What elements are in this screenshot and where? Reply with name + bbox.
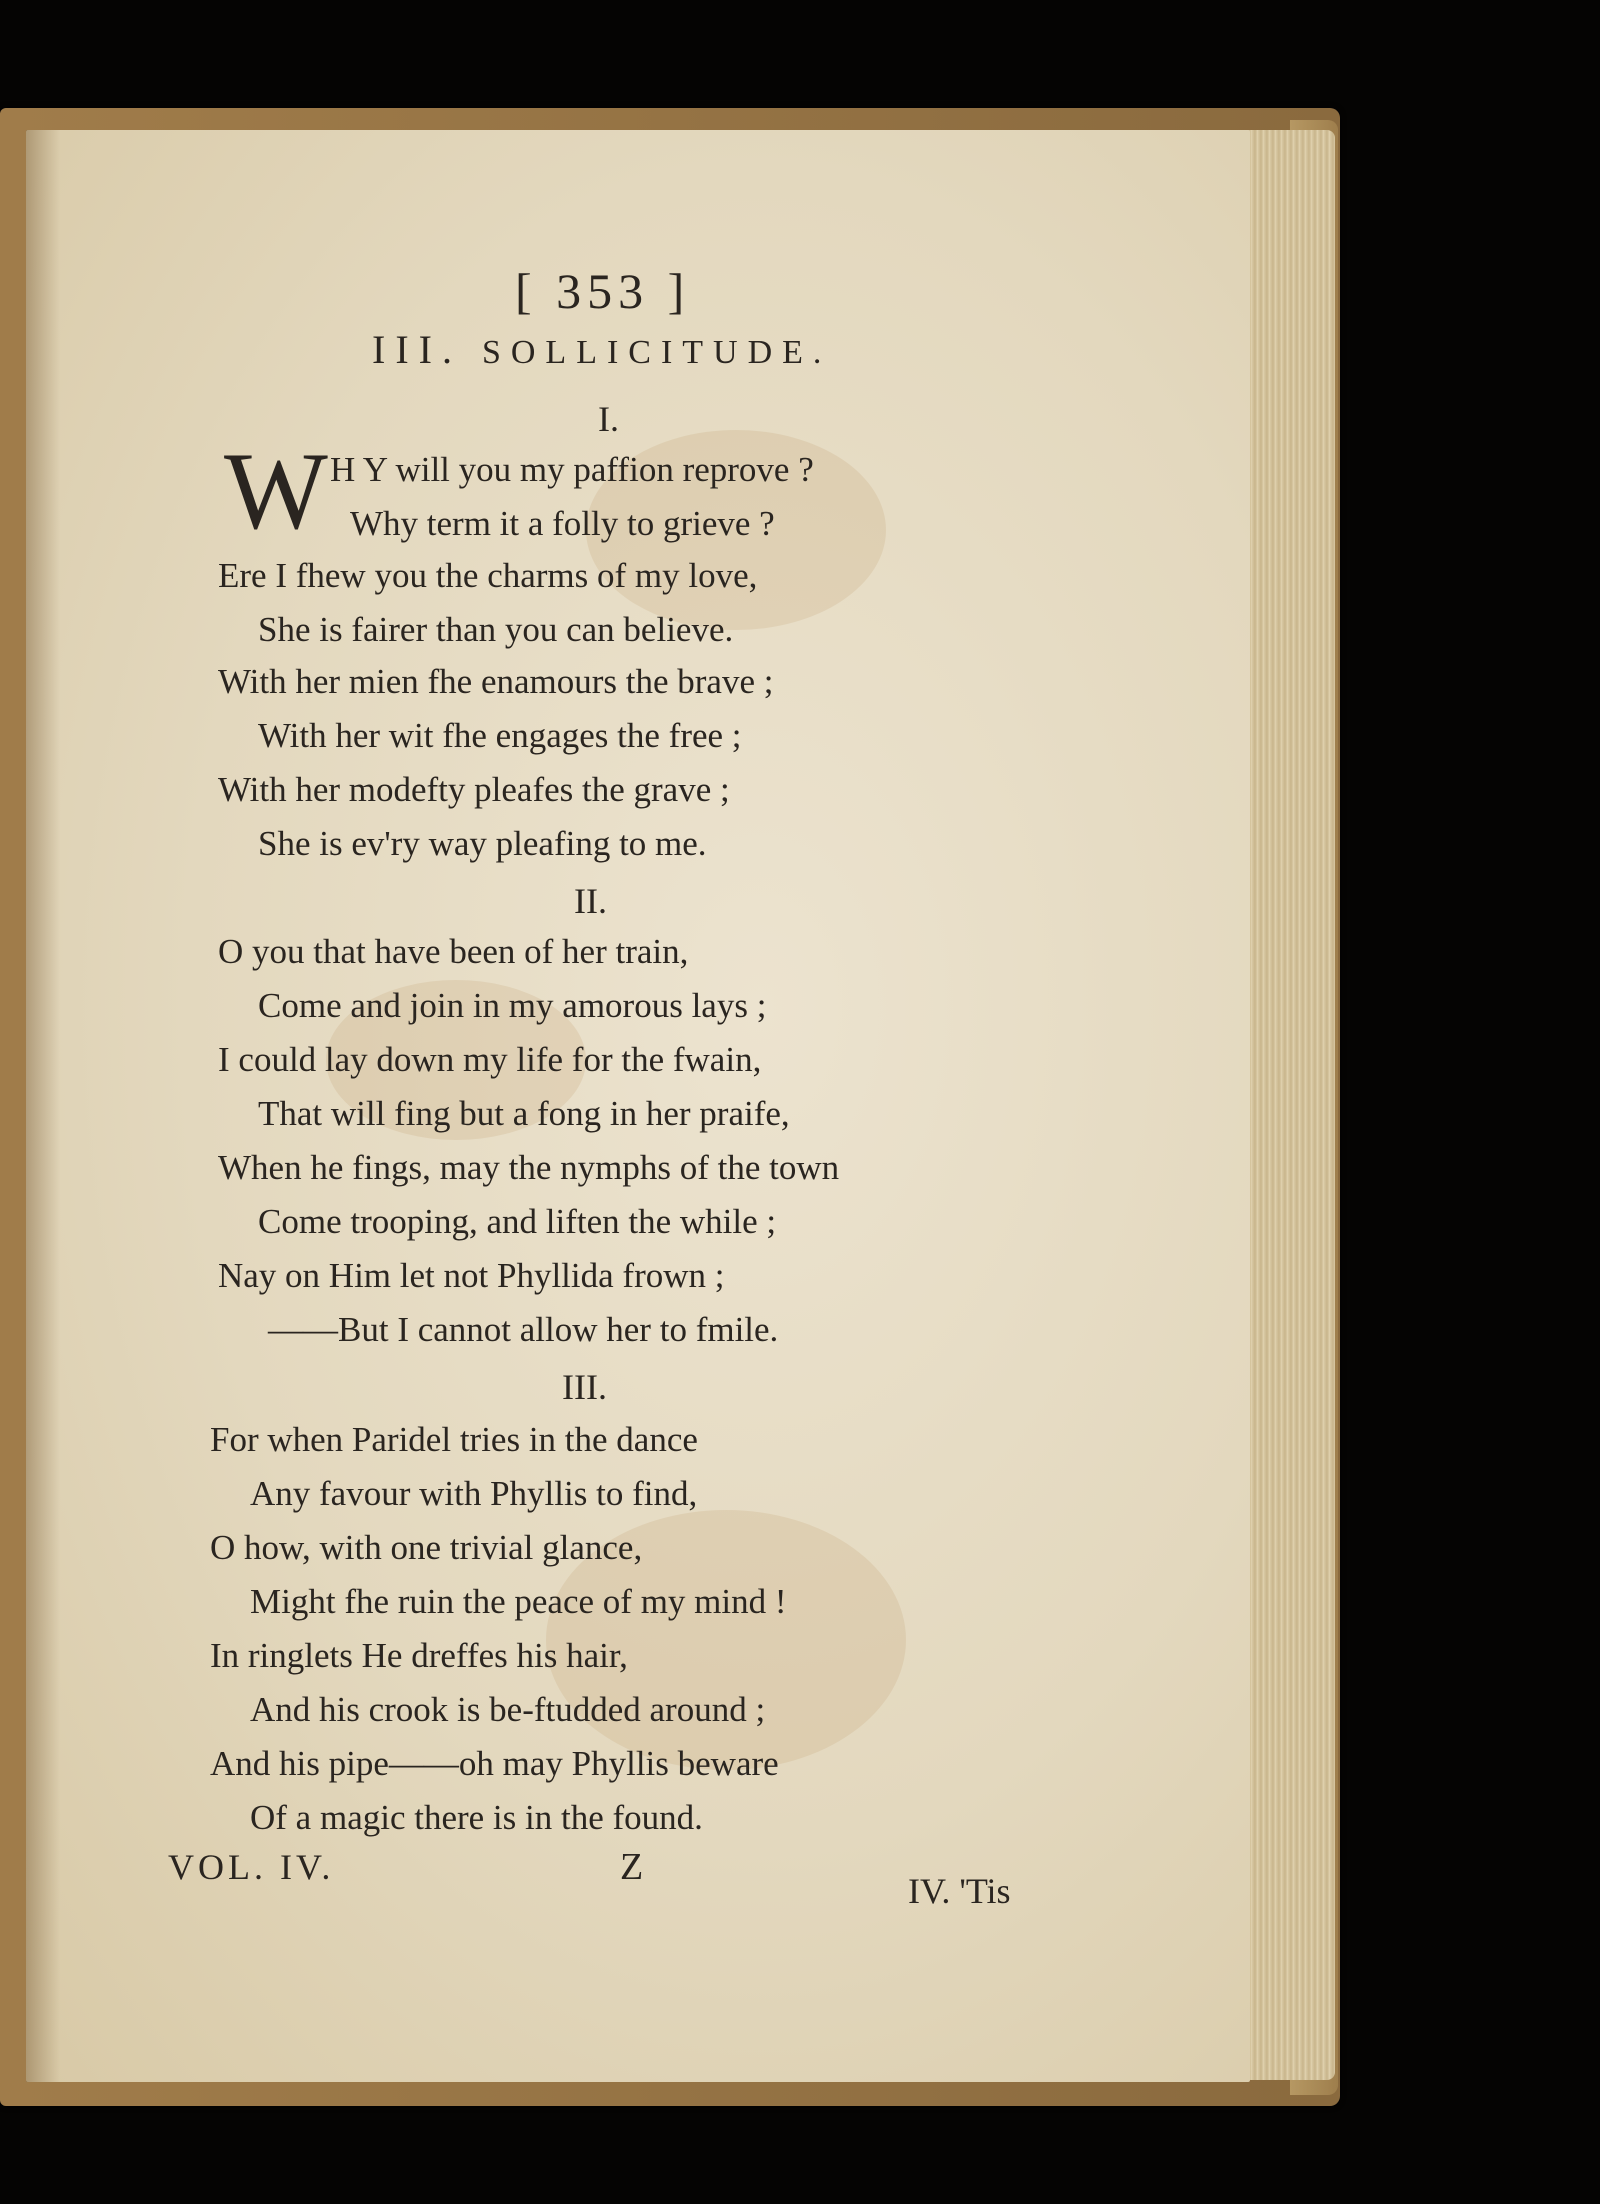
stanza-numeral-2: II.	[574, 881, 607, 921]
poem-line: Come and join in my amorous lays ;	[258, 986, 767, 1025]
poem-line: Any favour with Phyllis to find,	[250, 1474, 698, 1513]
volume-number: VOL. IV.	[168, 1847, 335, 1887]
poem-line: With her wit fhe engages the free ;	[258, 716, 742, 755]
poem-line: Nay on Him let not Phyllida frown ;	[218, 1256, 725, 1295]
poem-line: O you that have been of her train,	[218, 932, 689, 971]
catchword: IV. 'Tis	[908, 1871, 1011, 1911]
poem-line: When he fings, may the nymphs of the town	[218, 1148, 840, 1187]
page-gutter	[26, 130, 60, 2082]
title-word: SOLLICITUDE.	[481, 334, 832, 371]
poem-line: For when Paridel tries in the dance	[210, 1420, 698, 1459]
poem-line: I could lay down my life for the fwain,	[218, 1040, 762, 1079]
poem-line: Why term it a folly to grieve ?	[350, 504, 775, 543]
poem-line: Ere I fhew you the charms of my love,	[218, 556, 758, 595]
stanza-numeral-3: III.	[562, 1367, 607, 1407]
page-number: [ 353 ]	[515, 263, 691, 319]
poem-line: H Y will you my paffion reprove ?	[330, 450, 814, 489]
poem-title	[372, 326, 831, 373]
poem-line: She is ev'ry way pleafing to me.	[258, 824, 707, 863]
poem-line: She is fairer than you can believe.	[258, 610, 734, 649]
poem-line: ——But I cannot allow her to fmile.	[268, 1310, 779, 1349]
stanza-numeral-1: I.	[598, 399, 619, 439]
poem-line: That will fing but a fong in her praife,	[258, 1094, 790, 1133]
poem-line: Come trooping, and liften the while ;	[258, 1202, 777, 1241]
poem-line: O how, with one trivial glance,	[210, 1528, 643, 1567]
poem-line: In ringlets He dreffes his hair,	[210, 1636, 628, 1675]
poem-line: And his pipe——oh may Phyllis beware	[210, 1744, 779, 1783]
title-numeral: III.	[372, 327, 462, 372]
poem-line: With her modefty pleafes the grave ;	[218, 770, 730, 809]
poem-line: With her mien fhe enamours the brave ;	[218, 662, 774, 701]
page-edges	[1240, 130, 1335, 2080]
poem-line: And his crook is be-ftudded around ;	[250, 1690, 766, 1729]
drop-cap: W	[224, 430, 328, 552]
poem-line: Of a magic there is in the found.	[250, 1798, 703, 1837]
signature-mark: Z	[620, 1846, 644, 1888]
poem-line: Might fhe ruin the peace of my mind !	[250, 1582, 787, 1621]
